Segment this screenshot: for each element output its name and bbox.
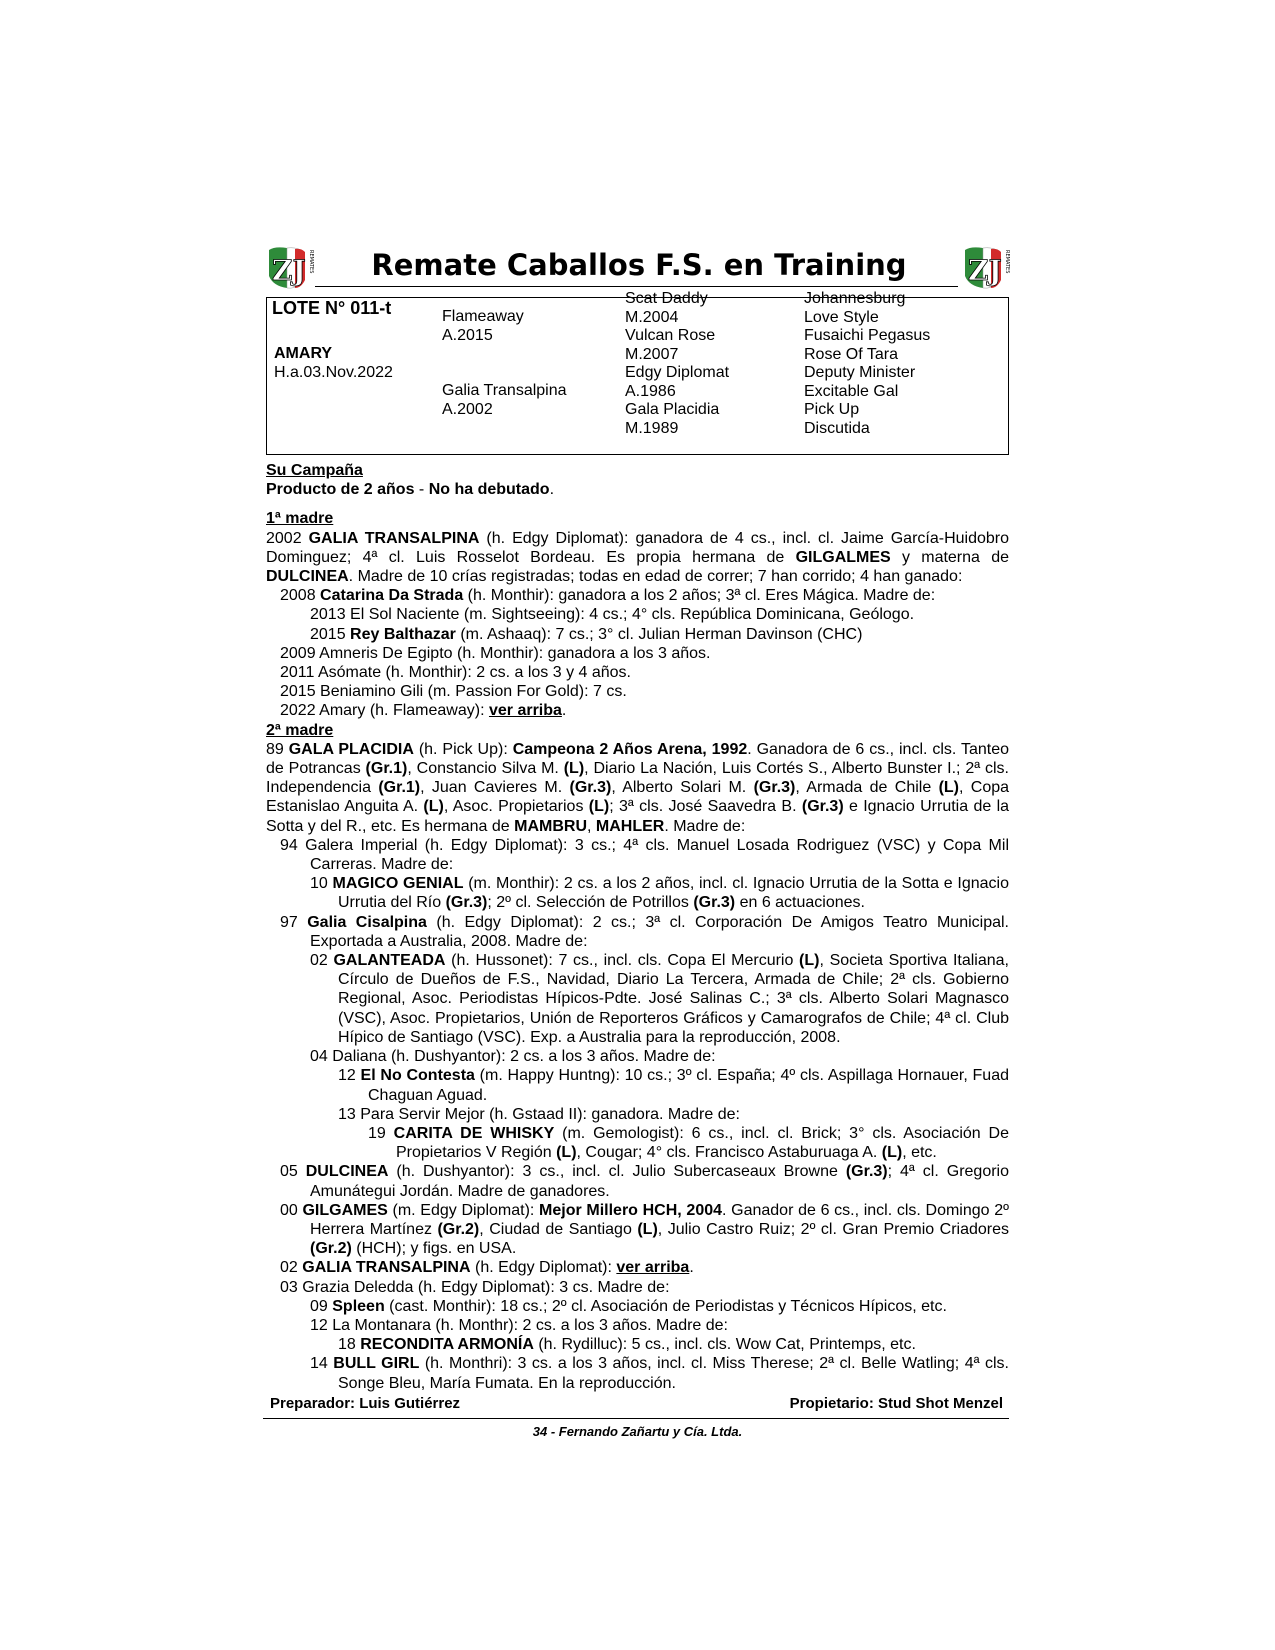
pedigree-g2: M.1989 bbox=[625, 420, 679, 437]
list-item: 2011 Asómate (h. Monthir): 2 cs. a los 3 y 4 años. bbox=[280, 664, 631, 682]
page-header bbox=[265, 244, 1013, 294]
list-item: 12 El No Contesta (m. Happy Huntng): 10 cs.; 3º cl. España; 4º cls. Aspillaga Hornauer, Fuad Chaguan Aguad. bbox=[338, 1067, 1009, 1104]
zj-remates-logo bbox=[265, 244, 317, 292]
pedigree-g2: A.1986 bbox=[625, 383, 676, 400]
page-title: Remate Caballos F.S. en Training bbox=[371, 248, 907, 282]
list-item: 00 GILGAMES (m. Edgy Diplomat): Mejor Millero HCH, 2004. Ganador de 6 cs., incl. cls. Domingo 2º Herrera Martínez (Gr.2), Ciudad de Santiago (L), Julio Castro Ruiz; 2º cl. Gran Premio Criadores (Gr.2) (HCH); y figs. en USA. bbox=[280, 1201, 1009, 1258]
pedigree-g3: Discutida bbox=[804, 420, 870, 437]
section-heading: 2ª madre bbox=[266, 721, 334, 739]
pedigree-g3: Excitable Gal bbox=[804, 383, 899, 400]
lot-number: LOTE N° 011-t bbox=[272, 298, 392, 318]
pedigree-g2: Edgy Diplomat bbox=[625, 364, 730, 381]
trainer: Preparador: Luis Gutiérrez bbox=[270, 1395, 461, 1412]
list-item: 04 Daliana (h. Dushyantor): 2 cs. a los 3 años. Madre de: bbox=[310, 1048, 716, 1066]
madre2-paragraph: 89 GALA PLACIDIA (h. Pick Up): Campeona 2 Años Arena, 1992. Ganadora de 6 cs., incl. cls. Tanteo de Potrancas (Gr.1), Constancio Silva M. (L), Diario La Nación, Luis Cortés S., Alberto Bunster I.; 2ª cls. Independencia (Gr.1), Juan Cavieres M. (Gr.3), Alberto Solari M. (Gr.3), Armada de Chile (L), Copa Estanislao Anguita A. (L), Asoc. Propietarios (L); 3ª cls. José Saavedra B. (Gr.3) e Ignacio Urrutia de la Sotta y del R., etc. Es hermana de MAMBRU, MAHLER. Madre de: bbox=[266, 740, 1010, 835]
list-item: 2008 Catarina Da Strada (h. Monthir): ganadora a los 2 años; 3ª cl. Eres Mágica. Madre de: bbox=[280, 587, 936, 605]
section-heading: 1ª madre bbox=[266, 510, 334, 528]
lot-footer bbox=[266, 1395, 1009, 1415]
pedigree-g2: M.2004 bbox=[625, 309, 679, 326]
pedigree-g3: Love Style bbox=[804, 309, 879, 326]
pedigree-g2: M.2007 bbox=[625, 346, 679, 363]
list-item: 18 RECONDITA ARMONÍA (h. Rydilluc): 5 cs., incl. cls. Wow Cat, Printemps, etc. bbox=[338, 1336, 916, 1354]
list-item: 2015 Beniamino Gili (m. Passion For Gold): 7 cs. bbox=[280, 683, 627, 701]
footer-divider bbox=[263, 1418, 1009, 1419]
dam-name: Galia Transalpina bbox=[442, 382, 567, 399]
list-item: 2022 Amary (h. Flameaway): ver arriba. bbox=[280, 702, 567, 720]
title-underline bbox=[315, 286, 958, 287]
dam-info: A.2002 bbox=[442, 401, 493, 418]
pedigree-g3: Fusaichi Pegasus bbox=[804, 327, 931, 344]
page-footer: 34 - Fernando Zañartu y Cía. Ltda. bbox=[532, 1424, 743, 1439]
sire-info: A.2015 bbox=[442, 327, 493, 344]
pedigree-g3: Deputy Minister bbox=[804, 364, 916, 381]
pedigree-g3: Pick Up bbox=[804, 401, 860, 418]
list-item: 02 GALIA TRANSALPINA (h. Edgy Diplomat): ver arriba. bbox=[280, 1259, 694, 1277]
pedigree-g2: Scat Daddy bbox=[625, 290, 708, 307]
list-item: 19 CARITA DE WHISKY (m. Gemologist): 6 cs., incl. cl. Brick; 3° cls. Asociación De Propietarios V Región (L), Cougar; 4° cls. Francisco Astaburuaga A. (L), etc. bbox=[368, 1124, 1009, 1162]
svg-text:ZJ: ZJ bbox=[968, 254, 1002, 287]
list-item: 05 DULCINEA (h. Dushyantor): 3 cs., incl. cl. Julio Subercaseaux Browne (Gr.3); 4ª cl. Gregorio Amunátegui Jordán. Madre de ganadores. bbox=[280, 1163, 1009, 1200]
lot-description bbox=[266, 461, 1009, 1393]
list-item: 13 Para Servir Mejor (h. Gstaad II): ganadora. Madre de: bbox=[338, 1105, 740, 1123]
sire-name: Flameaway bbox=[442, 308, 524, 325]
pedigree-g2: Vulcan Rose bbox=[625, 327, 716, 344]
horse-name: AMARY bbox=[274, 345, 333, 362]
list-item: 14 BULL GIRL (h. Monthri): 3 cs. a los 3 años, incl. cl. Miss Therese; 2ª cl. Belle Watling; 4ª cls. Songe Bleu, María Fumata. En la reproducción. bbox=[310, 1355, 1010, 1392]
owner: Propietario: Stud Shot Menzel bbox=[789, 1395, 1003, 1412]
list-item: 10 MAGICO GENIAL (m. Monthir): 2 cs. a los 2 años, incl. cl. Ignacio Urrutia de la Sotta e Ignacio Urrutia del Río (Gr.3); 2º cl. Selección de Potrillos (Gr.3) en 6 actuaciones. bbox=[310, 875, 1009, 912]
pedigree-g3: Rose Of Tara bbox=[804, 346, 898, 363]
pedigree-box bbox=[266, 290, 1009, 455]
campaign-line: Producto de 2 años - No ha debutado. bbox=[266, 481, 555, 499]
madre1-paragraph: 2002 GALIA TRANSALPINA (h. Edgy Diplomat): ganadora de 4 cs., incl. cl. Jaime García-Huidobro Dominguez; 4ª cl. Luis Rosselot Bordeau. Es propia hermana de GILGALMES y materna de DULCINEA. Madre de 10 crías registradas; todas en edad de correr; 7 han corrido; 4 han ganado: bbox=[266, 529, 1010, 586]
svg-text:REMATES: REMATES bbox=[1004, 250, 1010, 274]
list-item: 09 Spleen (cast. Monthir): 18 cs.; 2º cl. Asociación de Periodistas y Técnicos Hípicos, etc. bbox=[310, 1297, 947, 1315]
zj-remates-logo bbox=[961, 244, 1013, 292]
pedigree-g3: Johannesburg bbox=[804, 290, 906, 307]
list-item: 97 Galia Cisalpina (h. Edgy Diplomat): 2 cs.; 3ª cl. Corporación De Amigos Teatro Municipal. Exportada a Australia, 2008. Madre de: bbox=[280, 913, 1009, 950]
svg-text:REMATES: REMATES bbox=[308, 250, 314, 274]
list-item: 2009 Amneris De Egipto (h. Monthir): ganadora a los 3 años. bbox=[280, 644, 711, 662]
list-item: 94 Galera Imperial (h. Edgy Diplomat): 3 cs.; 4ª cls. Manuel Losada Rodriguez (VSC) y Copa Mil Carreras. Madre de: bbox=[280, 836, 1009, 874]
horse-info: H.a.03.Nov.2022 bbox=[274, 364, 393, 381]
list-item: 12 La Montanara (h. Monthr): 2 cs. a los 3 años. Madre de: bbox=[310, 1316, 728, 1334]
pedigree-g2: Gala Placidia bbox=[625, 401, 720, 418]
list-item: 03 Grazia Deledda (h. Edgy Diplomat): 3 cs. Madre de: bbox=[280, 1278, 670, 1296]
section-heading: Su Campaña bbox=[266, 462, 363, 479]
list-item: 2015 Rey Balthazar (m. Ashaaq): 7 cs.; 3° cl. Julian Herman Davinson (CHC) bbox=[310, 625, 863, 643]
svg-text:ZJ: ZJ bbox=[272, 254, 306, 287]
list-item: 02 GALANTEADA (h. Hussonet): 7 cs., incl. cls. Copa El Mercurio (L), Societa Sportiva Italiana, Círculo de Dueños de F.S., Navidad, Diario La Tercera, Armada de Chile; 2ª cls. Gobierno Regional, Asoc. Periodistas Hípicos-Pdte. José Salinas C.; 3ª cls. Alberto Solari Magnasco (VSC), Asoc. Propietarios, Unión de Reporteros Gráficos y Camarografos de Chile; 4ª cl. Club Hípico de Santiago (VSC). Exp. a Australia para la reproducción, 2008. bbox=[310, 952, 1010, 1046]
list-item: 2013 El Sol Naciente (m. Sightseeing): 4 cs.; 4° cls. República Dominicana, Geólogo. bbox=[310, 606, 915, 624]
